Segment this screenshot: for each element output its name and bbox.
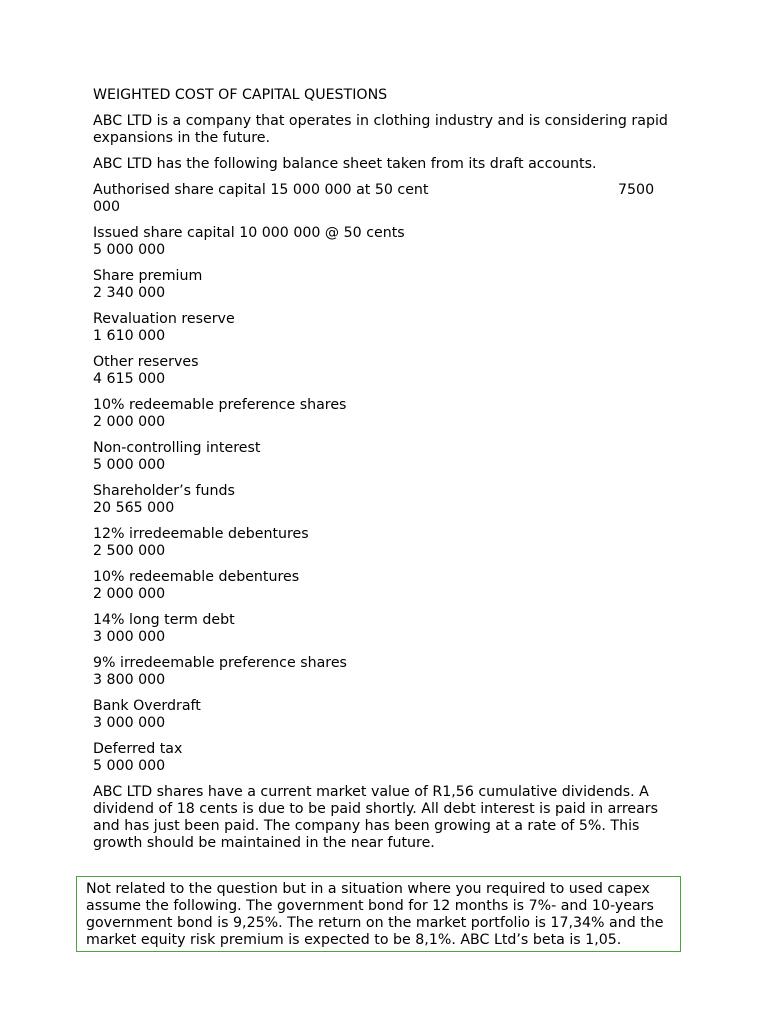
balance-sheet-line (93, 526, 678, 560)
balance-sheet-line (93, 612, 678, 646)
note-box (76, 876, 681, 952)
intro-paragraph-2: ABC LTD has the following balance sheet taken from its draft accounts. (93, 156, 597, 172)
balance-sheet-line (93, 698, 678, 732)
balance-sheet-amount-part1: 7500 (618, 182, 655, 198)
intro-paragraph-1: ABC LTD is a company that operates in clothing industry and is considering rapid expansions in the future. (93, 113, 668, 146)
balance-sheet-amount: 1 610 000 (93, 328, 166, 344)
balance-sheet-amount: 4 615 000 (93, 371, 166, 387)
document-title: WEIGHTED COST OF CAPITAL QUESTIONS (93, 87, 388, 103)
balance-sheet-label: 14% long term debt (93, 612, 235, 628)
balance-sheet-amount: 2 000 000 (93, 414, 166, 430)
balance-sheet-amount-part2: 000 (93, 199, 121, 215)
balance-sheet-label: 10% redeemable debentures (93, 569, 300, 585)
balance-sheet-label: 9% irredeemable preference shares (93, 655, 347, 671)
balance-sheet-label: 12% irredeemable debentures (93, 526, 309, 542)
closing-paragraph: ABC LTD shares have a current market value of R1,56 cumulative dividends. A dividend of 18 cents is due to be paid shortly. All debt interest is paid in arrears and has just been paid. The company has been growing at a rate of 5%. This growth should be maintained in the near future. (93, 784, 659, 851)
balance-sheet-amount: 3 000 000 (93, 629, 166, 645)
balance-sheet-amount: 2 000 000 (93, 586, 166, 602)
balance-sheet-line (93, 268, 678, 302)
balance-sheet-label: Shareholder’s funds (93, 483, 235, 499)
balance-sheet-line (93, 354, 678, 388)
balance-sheet-line (93, 655, 678, 689)
balance-sheet-amount: 2 500 000 (93, 543, 166, 559)
note-box-text: Not related to the question but in a situation where you required to used capex assume the following. The government bond for 12 months is 7%- and 10-years government bond is 9,25%. The return on the market portfolio is 17,34% and the market equity risk premium is expected to be 8,1%. ABC Ltd’s beta is 1,05. (86, 881, 664, 948)
balance-sheet-amount: 5 000 000 (93, 242, 166, 258)
balance-sheet-line (93, 225, 678, 259)
balance-sheet-label: Revaluation reserve (93, 311, 235, 327)
balance-sheet-amount: 3 800 000 (93, 672, 166, 688)
document-body (93, 87, 678, 861)
balance-sheet-label: Non-controlling interest (93, 440, 261, 456)
balance-sheet-list (93, 225, 678, 775)
balance-sheet-line (93, 741, 678, 775)
balance-sheet-label: Share premium (93, 268, 203, 284)
balance-sheet-label: 10% redeemable preference shares (93, 397, 347, 413)
balance-sheet-line (93, 311, 678, 345)
balance-sheet-amount: 5 000 000 (93, 457, 166, 473)
balance-sheet-label: Deferred tax (93, 741, 183, 757)
balance-sheet-label: Authorised share capital 15 000 000 at 50 cent (93, 182, 429, 198)
balance-sheet-line (93, 397, 678, 431)
balance-sheet-label: Bank Overdraft (93, 698, 201, 714)
balance-sheet-line (93, 440, 678, 474)
balance-sheet-amount: 20 565 000 (93, 500, 175, 516)
balance-sheet-label: Issued share capital 10 000 000 @ 50 cents (93, 225, 405, 241)
balance-sheet-line-authorised (93, 182, 678, 216)
balance-sheet-label: Other reserves (93, 354, 199, 370)
balance-sheet-amount: 5 000 000 (93, 758, 166, 774)
balance-sheet-line (93, 569, 678, 603)
balance-sheet-amount: 3 000 000 (93, 715, 166, 731)
balance-sheet-line (93, 483, 678, 517)
balance-sheet-amount: 2 340 000 (93, 285, 166, 301)
